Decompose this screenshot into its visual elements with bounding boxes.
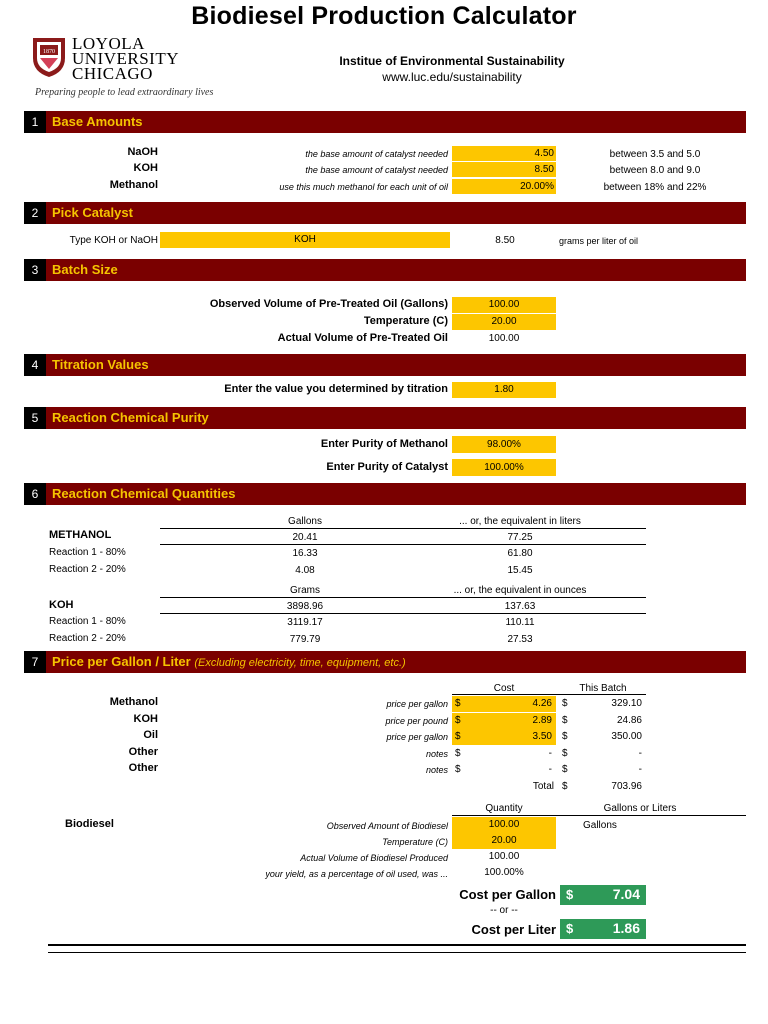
- catalyst-unit: grams per liter of oil: [559, 236, 639, 246]
- price-batch-value: 350.00: [611, 731, 642, 742]
- price-table-rule: [452, 694, 646, 695]
- naoh-desc: the base amount of catalyst needed: [305, 149, 448, 159]
- methanol-liters-header: ... or, the equivalent in liters: [459, 516, 581, 527]
- biodiesel-label: Biodiesel: [65, 818, 114, 830]
- university-logo: [30, 36, 240, 98]
- price-total-label: Total: [532, 781, 554, 792]
- koh-r2-ounces: 27.53: [507, 634, 533, 645]
- methanol-r1-liters: 61.80: [507, 548, 533, 559]
- cost-per-gallon-value: 7.04: [612, 886, 640, 902]
- koh-quantity-label: KOH: [49, 599, 74, 611]
- bottom-rule: [48, 952, 746, 953]
- observed-biodiesel-input[interactable]: 100.00: [452, 817, 556, 833]
- price-cost-currency: $: [455, 731, 461, 742]
- koh-label: KOH: [133, 162, 158, 174]
- koh-r2-label: Reaction 2 - 20%: [49, 633, 126, 644]
- koh-r1-label: Reaction 1 - 80%: [49, 616, 126, 627]
- methanol-r1-gallons: 16.33: [292, 548, 318, 559]
- price-batch-value: -: [638, 748, 642, 759]
- price-item-unit: price per gallon: [386, 732, 448, 742]
- price-item-label: Other: [128, 746, 158, 758]
- naoh-range: between 3.5 and 5.0: [609, 149, 701, 160]
- actual-biodiesel-label: Actual Volume of Biodiesel Produced: [300, 853, 448, 863]
- price-batch-value: 329.10: [611, 698, 642, 709]
- catalyst-amount: 8.50: [495, 235, 515, 246]
- biodiesel-unit: Gallons: [583, 820, 617, 831]
- koh-total-grams: 3898.96: [286, 601, 324, 612]
- titration-input[interactable]: 1.80: [452, 382, 556, 398]
- institute-url[interactable]: www.luc.edu/sustainability: [382, 70, 522, 84]
- section-header-base-amounts: 1 Base Amounts: [24, 111, 746, 133]
- section-header-price: 7 Price per Gallon / Liter (Excluding electricity, time, equipment, etc.): [24, 651, 746, 673]
- cost-per-liter-value: 1.86: [612, 920, 640, 936]
- oil-temperature-label: Temperature (C): [363, 315, 448, 327]
- price-item-label: Oil: [143, 729, 158, 741]
- methanol-range: between 18% and 22%: [603, 182, 707, 193]
- price-batch-value: -: [638, 764, 642, 775]
- section-header-titration: 4 Titration Values: [24, 354, 746, 376]
- cost-per-gallon-currency: $: [566, 887, 574, 902]
- price-item-unit: price per gallon: [386, 699, 448, 709]
- price-cost-value[interactable]: 2.89: [532, 715, 552, 726]
- cost-per-gallon-label: Cost per Gallon: [459, 887, 556, 902]
- methanol-r1-label: Reaction 1 - 80%: [49, 547, 126, 558]
- methanol-r2-label: Reaction 2 - 20%: [49, 564, 126, 575]
- price-item-label: Other: [128, 762, 158, 774]
- actual-biodiesel-value: 100.00: [488, 851, 520, 862]
- biodiesel-temperature-label: Temperature (C): [382, 837, 448, 847]
- yield-value: 100.00%: [484, 867, 524, 878]
- price-item-label: Methanol: [109, 696, 158, 708]
- price-cost-currency: $: [455, 748, 461, 759]
- koh-r1-ounces: 110.11: [505, 617, 535, 628]
- cost-per-liter-cell: [560, 919, 646, 939]
- cost-per-gallon-cell: [560, 885, 646, 905]
- methanol-purity-label: Enter Purity of Methanol: [320, 438, 448, 450]
- or-separator: -- or --: [490, 905, 518, 916]
- price-cost-value: -: [548, 748, 552, 759]
- price-cost-value[interactable]: 3.50: [532, 731, 552, 742]
- price-subtitle: (Excluding electricity, time, equipment, etc.): [194, 657, 406, 669]
- koh-table-rule: [160, 613, 646, 614]
- koh-range: between 8.0 and 9.0: [609, 165, 701, 176]
- batch-column-header: This Batch: [579, 683, 627, 694]
- quantity-column-header: Quantity: [485, 803, 523, 814]
- price-total-value: 703.96: [611, 781, 642, 792]
- koh-total-ounces: 137.63: [504, 601, 536, 612]
- page-title: Biodiesel Production Calculator: [191, 2, 577, 30]
- titration-label: Enter the value you determined by titration: [224, 383, 448, 395]
- institute-name: Institue of Environmental Sustainability: [339, 54, 565, 68]
- catalyst-purity-label: Enter Purity of Catalyst: [326, 461, 448, 473]
- biodiesel-temperature-input[interactable]: 20.00: [452, 833, 556, 849]
- methanol-base-input[interactable]: 20.00%: [452, 179, 556, 194]
- methanol-purity-input[interactable]: 98.00%: [452, 436, 556, 453]
- actual-oil-value: 100.00: [488, 333, 520, 344]
- price-batch-currency: $: [562, 748, 568, 759]
- observed-oil-input[interactable]: 100.00: [452, 297, 556, 313]
- methanol-total-liters: 77.25: [507, 532, 533, 543]
- koh-table-rule: [160, 597, 646, 598]
- section-header-pick-catalyst: 2 Pick Catalyst: [24, 202, 746, 224]
- price-batch-currency: $: [562, 715, 568, 726]
- catalyst-type-label: Type KOH or NaOH: [69, 235, 158, 246]
- koh-ounces-header: ... or, the equivalent in ounces: [453, 585, 587, 596]
- koh-grams-header: Grams: [290, 585, 320, 596]
- price-cost-currency: $: [455, 715, 461, 726]
- cost-column-header: Cost: [493, 683, 515, 694]
- naoh-label: NaOH: [127, 146, 158, 158]
- cost-per-liter-label: Cost per Liter: [471, 922, 556, 937]
- unit-column-header: Gallons or Liters: [603, 803, 677, 814]
- koh-desc: the base amount of catalyst needed: [305, 165, 448, 175]
- price-batch-currency: $: [562, 698, 568, 709]
- price-cost-currency: $: [455, 698, 461, 709]
- biodiesel-table-rule: [452, 815, 746, 816]
- price-batch-value: 24.86: [616, 715, 642, 726]
- methanol-r2-gallons: 4.08: [295, 565, 315, 576]
- catalyst-type-input[interactable]: KOH: [160, 232, 450, 248]
- price-cost-value[interactable]: 4.26: [532, 698, 552, 709]
- cost-per-liter-currency: $: [566, 921, 574, 936]
- methanol-r2-liters: 15.45: [507, 565, 533, 576]
- actual-oil-label: Actual Volume of Pre-Treated Oil: [277, 332, 448, 344]
- price-item-unit: notes: [425, 765, 448, 775]
- logo-line-1: LOYOLA: [72, 34, 145, 53]
- oil-temperature-input[interactable]: 20.00: [452, 314, 556, 330]
- methanol-gallons-header: Gallons: [288, 516, 322, 527]
- naoh-base-input[interactable]: 4.50: [452, 146, 556, 161]
- koh-r2-grams: 779.79: [289, 634, 321, 645]
- catalyst-purity-input[interactable]: 100.00%: [452, 459, 556, 476]
- koh-base-input[interactable]: 8.50: [452, 162, 556, 177]
- methanol-table-rule: [160, 544, 646, 545]
- price-item-unit: price per pound: [385, 716, 448, 726]
- university-seal-icon: [30, 36, 68, 78]
- methanol-total-gallons: 20.41: [292, 532, 318, 543]
- yield-label: your yield, as a percentage of oil used, was ...: [265, 869, 448, 879]
- price-item-label: KOH: [133, 713, 158, 725]
- observed-oil-label: Observed Volume of Pre-Treated Oil (Gallons): [209, 298, 448, 310]
- price-batch-currency: $: [562, 731, 568, 742]
- price-cost-currency: $: [455, 764, 461, 775]
- price-item-unit: notes: [425, 749, 448, 759]
- section-header-quantities: 6 Reaction Chemical Quantities: [24, 483, 746, 505]
- methanol-table-rule: [160, 528, 646, 529]
- section-header-purity: 5 Reaction Chemical Purity: [24, 407, 746, 429]
- methanol-label: Methanol: [109, 179, 158, 191]
- koh-r1-grams: 3119.17: [287, 617, 323, 628]
- observed-biodiesel-label: Observed Amount of Biodiesel: [326, 821, 448, 831]
- price-cost-value: -: [548, 764, 552, 775]
- logo-tagline: Preparing people to lead extraordinary lives: [35, 87, 214, 98]
- methanol-desc: use this much methanol for each unit of oil: [279, 182, 448, 192]
- logo-line-2: UNIVERSITY: [72, 49, 179, 68]
- bottom-rule: [48, 944, 746, 946]
- logo-line-3: CHICAGO: [72, 64, 153, 83]
- svg-text:1870: 1870: [43, 49, 55, 55]
- price-total-currency: $: [562, 781, 568, 792]
- price-batch-currency: $: [562, 764, 568, 775]
- methanol-quantity-label: METHANOL: [49, 529, 112, 541]
- section-header-batch-size: 3 Batch Size: [24, 259, 746, 281]
